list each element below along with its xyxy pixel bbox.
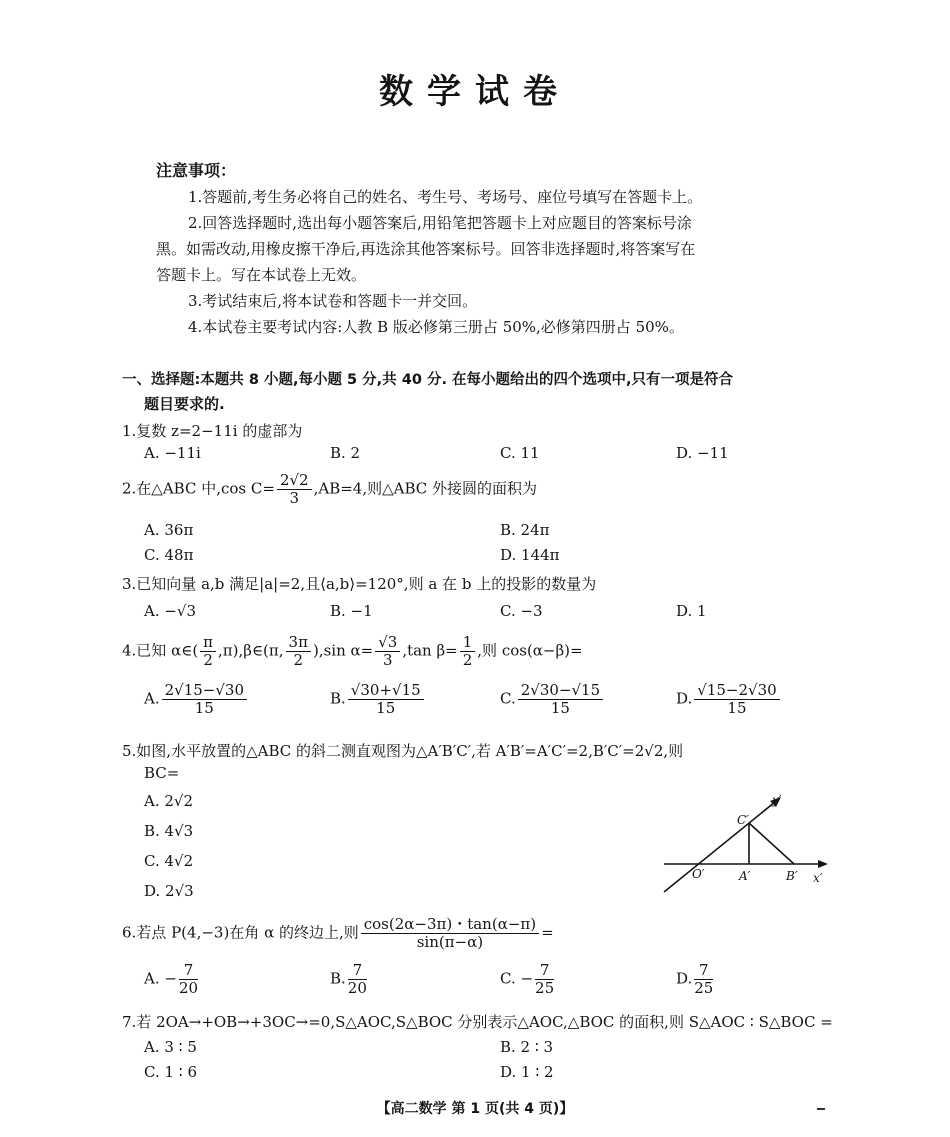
notice-line-5: 3.考试结束后,将本试卷和答题卡一并交回。: [188, 292, 478, 310]
q6-stem-pre: 6.若点 P(4,−3)在角 α 的终边上,则: [122, 923, 359, 942]
q2-option-d: D. 144π: [500, 546, 560, 564]
q6-option-a-num: 7: [179, 962, 198, 980]
q4-option-d-label: D.: [676, 689, 693, 708]
q6-option-a: [144, 962, 200, 997]
q3-option-a: A. −√3: [144, 602, 197, 620]
corner-mark: [817, 1108, 825, 1110]
q6-option-d-den: 25: [694, 979, 714, 997]
question-3-stem: 3.已知向量 a,b 满足|a|=2,且⟨a,b⟩=120°,则 a 在 b 上的投影的数量为: [122, 575, 597, 593]
q4-option-a-fraction: [162, 682, 247, 717]
q4-f3-num: √3: [375, 634, 400, 652]
q6-stem-post: =: [541, 923, 554, 942]
origin-label: O′: [692, 867, 705, 881]
q2-fraction: [277, 472, 312, 507]
q6-option-d-label: D.: [676, 969, 693, 988]
q6-option-c-num: 7: [535, 962, 554, 980]
q6-option-b-num: 7: [348, 962, 367, 980]
question-6-stem: [122, 916, 554, 951]
q7-option-a: A. 3 ∶ 5: [144, 1038, 197, 1056]
point-b-label: B′: [786, 869, 798, 883]
q4-f4-den: 2: [462, 651, 473, 669]
q7-option-c: C. 1 ∶ 6: [144, 1063, 198, 1081]
q2-option-c: C. 48π: [144, 546, 194, 564]
q4-stem-mid2: ),sin α=: [312, 641, 374, 660]
q2-option-b: B. 24π: [500, 521, 550, 539]
notice-line-4: 答题卡上。写在本试卷上无效。: [156, 266, 367, 284]
q1-option-d: D. −11: [676, 444, 729, 462]
q6-option-a-fraction: [179, 962, 198, 997]
q5-option-d: D. 2√3: [144, 882, 194, 900]
segment-c-b: [749, 823, 794, 864]
q6-option-d-num: 7: [694, 962, 713, 980]
q6-option-b-fraction: [348, 962, 367, 997]
q6-option-b-den: 20: [347, 979, 367, 997]
q6-option-a-den: 20: [178, 979, 199, 997]
notice-line-6: 4.本试卷主要考试内容:人教 B 版必修第三册占 50%,必修第四册占 50%。: [188, 318, 684, 336]
q4-option-c-fraction: [518, 682, 603, 717]
q4-option-a-den: 15: [194, 699, 214, 717]
q4-option-c-den: 15: [550, 699, 570, 717]
q6-option-d-fraction: [694, 962, 713, 997]
q2-stem-post: ,AB=4,则△ABC 外接圆的面积为: [313, 479, 538, 498]
q4-stem-mid1: ,π),β∈(π,: [218, 641, 284, 660]
q7-option-d: D. 1 ∶ 2: [500, 1063, 554, 1081]
point-c-label: C′: [737, 813, 749, 827]
section-1-heading-cont: 题目要求的.: [144, 395, 225, 413]
notice-line-3: 黑。如需改动,用橡皮擦干净后,再选涂其他答案标号。回答非选择题时,将答案写在: [156, 240, 696, 258]
q4-option-c-label: C.: [500, 689, 516, 708]
q4-option-c: [500, 682, 605, 717]
q6-option-c: [500, 962, 556, 997]
q4-option-b-fraction: [348, 682, 424, 717]
q3-option-b: B. −1: [330, 602, 373, 620]
q4-option-b-num: √30+√15: [348, 682, 424, 700]
exam-title: 数学试卷: [379, 72, 571, 112]
q5-option-b: B. 4√3: [144, 822, 194, 840]
q4-option-b-den: 15: [376, 699, 396, 717]
q4-option-d: [676, 682, 782, 717]
x-axis-arrow-icon: [818, 860, 828, 868]
section-1-heading: 一、选择题:本题共 8 小题,每小题 5 分,共 40 分. 在每小题给出的四个选项中,只有一项是符合: [122, 372, 734, 388]
q6-fraction-den: sin(π−α): [416, 933, 484, 951]
question-5-stem-line-2: BC=: [144, 764, 180, 782]
q4-fraction-3: [375, 634, 400, 669]
q4-stem-post: ,则 cos(α−β)=: [477, 641, 583, 660]
q4-stem-pre: 4.已知 α∈(: [122, 641, 199, 660]
q2-stem-pre: 2.在△ABC 中,cos C=: [122, 479, 275, 498]
q1-option-a: A. −11i: [144, 444, 201, 462]
q2-option-a: A. 36π: [144, 521, 194, 539]
point-a-label: A′: [739, 869, 751, 883]
q4-option-a-num: 2√15−√30: [162, 682, 247, 700]
q6-option-c-label: C. −: [500, 969, 534, 988]
question-2-stem: [122, 472, 537, 507]
q5-option-c: C. 4√2: [144, 852, 194, 870]
q4-option-d-num: √15−2√30: [694, 682, 779, 700]
q6-option-a-label: A. −: [144, 969, 177, 988]
q4-f3-den: 3: [382, 651, 393, 669]
q4-fraction-1: [200, 634, 216, 669]
q3-option-c: C. −3: [500, 602, 543, 620]
q6-option-b-label: B.: [330, 969, 346, 988]
q4-option-a-label: A.: [144, 689, 160, 708]
question-7-stem: 7.若 2OA→+OB→+3OC→=0,S△AOC,S△BOC 分别表示△AOC,△BOC 的面积,则 S△AOC ∶ S△BOC =: [122, 1013, 833, 1031]
q4-option-a: [144, 682, 249, 717]
q4-f1-den: 2: [203, 651, 213, 669]
q6-option-c-den: 25: [535, 979, 555, 997]
oblique-projection-figure: [660, 792, 835, 897]
q1-option-c: C. 11: [500, 444, 540, 462]
y-prime-axis: [664, 802, 775, 892]
q2-fraction-num: 2√2: [277, 472, 312, 490]
question-5-stem-line-1: 5.如图,水平放置的△ABC 的斜二测直观图为△A′B′C′,若 A′B′=A′C′=2,B′C′=2√2,则: [122, 742, 684, 760]
q4-option-b: [330, 682, 426, 717]
q6-option-d: [676, 962, 715, 997]
q6-option-c-fraction: [535, 962, 554, 997]
q4-f4-num: 1: [460, 634, 476, 652]
q4-f1-num: π: [200, 634, 216, 652]
y-axis-label: y′: [772, 793, 782, 807]
x-axis-label: x′: [813, 871, 823, 885]
question-4-stem: [122, 634, 583, 669]
q7-option-b: B. 2 ∶ 3: [500, 1038, 554, 1056]
q6-option-b: [330, 962, 369, 997]
notice-line-2: 2.回答选择题时,选出每小题答案后,用铅笔把答题卡上对应题目的答案标号涂: [188, 214, 692, 232]
q1-option-b: B. 2: [330, 444, 361, 462]
q6-fraction-num: cos(2α−3π)・tan(α−π): [361, 916, 539, 934]
notice-line-1: 1.答题前,考生务必将自己的姓名、考生号、考场号、座位号填写在答题卡上。: [188, 188, 703, 206]
page-footer: 【高二数学 第 1 页(共 4 页)】: [376, 1101, 574, 1117]
q5-option-a: A. 2√2: [144, 792, 194, 810]
q4-stem-mid3: ,tan β=: [402, 641, 458, 660]
q4-option-d-fraction: [694, 682, 779, 717]
q4-option-c-num: 2√30−√15: [518, 682, 603, 700]
q2-fraction-den: 3: [289, 489, 300, 507]
q4-f2-num: 3π: [286, 634, 311, 652]
notice-heading: 注意事项：: [156, 161, 237, 180]
q4-option-b-label: B.: [330, 689, 346, 708]
q4-fraction-4: [460, 634, 476, 669]
q6-fraction: [361, 916, 539, 951]
q3-option-d: D. 1: [676, 602, 707, 620]
q4-f2-den: 2: [293, 651, 304, 669]
question-1-stem: 1.复数 z=2−11i 的虚部为: [122, 422, 303, 440]
q4-fraction-2: [286, 634, 311, 669]
q4-option-d-den: 15: [727, 699, 747, 717]
